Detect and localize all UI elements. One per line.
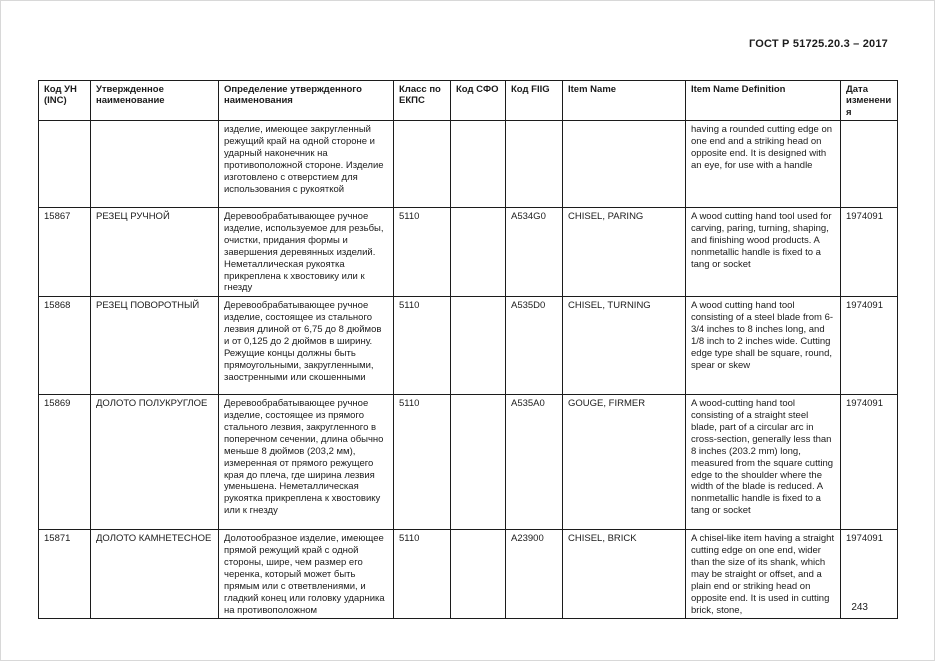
cell-item-name: CHISEL, PARING <box>563 208 686 297</box>
cell-inc: 15871 <box>39 530 91 619</box>
cell-inc <box>39 121 91 208</box>
table-row <box>39 395 898 530</box>
cell-item-def: having a rounded cutting edge on one end and a striking head on opposite end. It is designed with an eye, for use with a handle <box>686 121 841 208</box>
cell-item-def: A wood cutting hand tool consisting of a steel blade from 6-3/4 inches to 8 inches long, and 1/8 inch to 2 inches wide. Cutting edge type shall be square, round, spear or skew <box>686 297 841 395</box>
cell-fiig-code: A535A0 <box>506 395 563 530</box>
cell-item-def: A wood cutting hand tool used for carving, paring, turning, shaping, and finishing wood products. A nonmetallic handle is fixed to a tang or socket <box>686 208 841 297</box>
cell-fiig-code: A23900 <box>506 530 563 619</box>
page-number: 243 <box>851 602 868 613</box>
cell-approved-name: РЕЗЕЦ РУЧНОЙ <box>91 208 219 297</box>
cell-item-name <box>563 121 686 208</box>
cell-approved-name: ДОЛОТО КАМНЕТЕСНОЕ <box>91 530 219 619</box>
cell-approved-name: РЕЗЕЦ ПОВОРОТНЫЙ <box>91 297 219 395</box>
column-header-inc: Код УН (INC) <box>39 81 91 121</box>
cell-approved-name <box>91 121 219 208</box>
table-row <box>39 530 898 619</box>
cell-item-def: A chisel-like item having a straight cutting edge on one end, wider than the size of its shank, which may be straight or offset, and a plain end or striking head on opposite end. It is used in cutting brick, stone, <box>686 530 841 619</box>
cell-sfo-code <box>451 395 506 530</box>
cell-ekps-class <box>394 121 451 208</box>
header-row <box>39 81 898 121</box>
column-header-change-date: Дата изменения <box>841 81 898 121</box>
cell-fiig-code <box>506 121 563 208</box>
cell-approved-name: ДОЛОТО ПОЛУКРУГЛОЕ <box>91 395 219 530</box>
cell-inc: 15868 <box>39 297 91 395</box>
cell-approved-def: Деревообрабатывающее ручное изделие, состоящее из прямого стального лезвия, закругленного в поперечном сечении, длина обычно меньше 8 дюймов (203,2 мм), измеренная от прямого режущего края до плеча, где ширина лезвия уменьшена. Неметаллическая рукоятка прикреплена к хвостовику или к гнезду <box>219 395 394 530</box>
column-header-approved-def: Определение утвержденного наименования <box>219 81 394 121</box>
cell-change-date: 1974091 <box>841 530 898 619</box>
cell-item-name: GOUGE, FIRMER <box>563 395 686 530</box>
cell-sfo-code <box>451 530 506 619</box>
doc-header: ГОСТ Р 51725.20.3 – 2017 <box>748 38 888 50</box>
column-header-ekps-class: Класс по ЕКПС <box>394 81 451 121</box>
cell-sfo-code <box>451 121 506 208</box>
cell-approved-def: изделие, имеющее закругленный режущий край на одной стороне и ударный наконечник на противоположной стороне. Изделие изготовлено с отверстием для использования с рукояткой <box>219 121 394 208</box>
column-header-approved-name: Утвержденное наименование <box>91 81 219 121</box>
cell-approved-def: Долотообразное изделие, имеющее прямой режущий край с одной стороны, шире, чем размер его черенка, который может быть прямым или с ответвлениями, и гладкий конец или головку ударника на противоположном <box>219 530 394 619</box>
cell-inc: 15867 <box>39 208 91 297</box>
cell-item-def: A wood-cutting hand tool consisting of a straight steel blade, part of a circular arc in cross-section, generally less than 8 inches (203.2 mm) long, measured from the square cutting edge to the shoulder where the width of the blade is reduced. A nonmetallic handle is fixed to a tang or socket <box>686 395 841 530</box>
table-row <box>39 121 898 208</box>
cell-ekps-class: 5110 <box>394 297 451 395</box>
cell-item-name: CHISEL, BRICK <box>563 530 686 619</box>
cell-change-date <box>841 121 898 208</box>
cell-sfo-code <box>451 208 506 297</box>
table-row <box>39 208 898 297</box>
column-header-item-def: Item Name Definition <box>686 81 841 121</box>
cell-change-date: 1974091 <box>841 297 898 395</box>
cell-change-date: 1974091 <box>841 208 898 297</box>
column-header-sfo-code: Код СФО <box>451 81 506 121</box>
catalog-table <box>38 80 898 619</box>
column-header-fiig-code: Код FIIG <box>506 81 563 121</box>
cell-ekps-class: 5110 <box>394 395 451 530</box>
cell-ekps-class: 5110 <box>394 208 451 297</box>
cell-fiig-code: A534G0 <box>506 208 563 297</box>
cell-ekps-class: 5110 <box>394 530 451 619</box>
cell-approved-def: Деревообрабатывающее ручное изделие, используемое для резьбы, очистки, придания формы и завершения деревянных изделий. Неметаллическая рукоятка прикреплена к хвостовику или к гнезду <box>219 208 394 297</box>
cell-item-name: CHISEL, TURNING <box>563 297 686 395</box>
table-row <box>39 297 898 395</box>
cell-inc: 15869 <box>39 395 91 530</box>
cell-fiig-code: A535D0 <box>506 297 563 395</box>
column-header-item-name: Item Name <box>563 81 686 121</box>
cell-sfo-code <box>451 297 506 395</box>
cell-change-date: 1974091 <box>841 395 898 530</box>
cell-approved-def: Деревообрабатывающее ручное изделие, состоящее из стального лезвия длиной от 6,75 до 8 дюймов и от 0,125 до 2 дюймов в ширину. Режущие концы должны быть прямоугольными, закругленными, заостренными или скошенными <box>219 297 394 395</box>
